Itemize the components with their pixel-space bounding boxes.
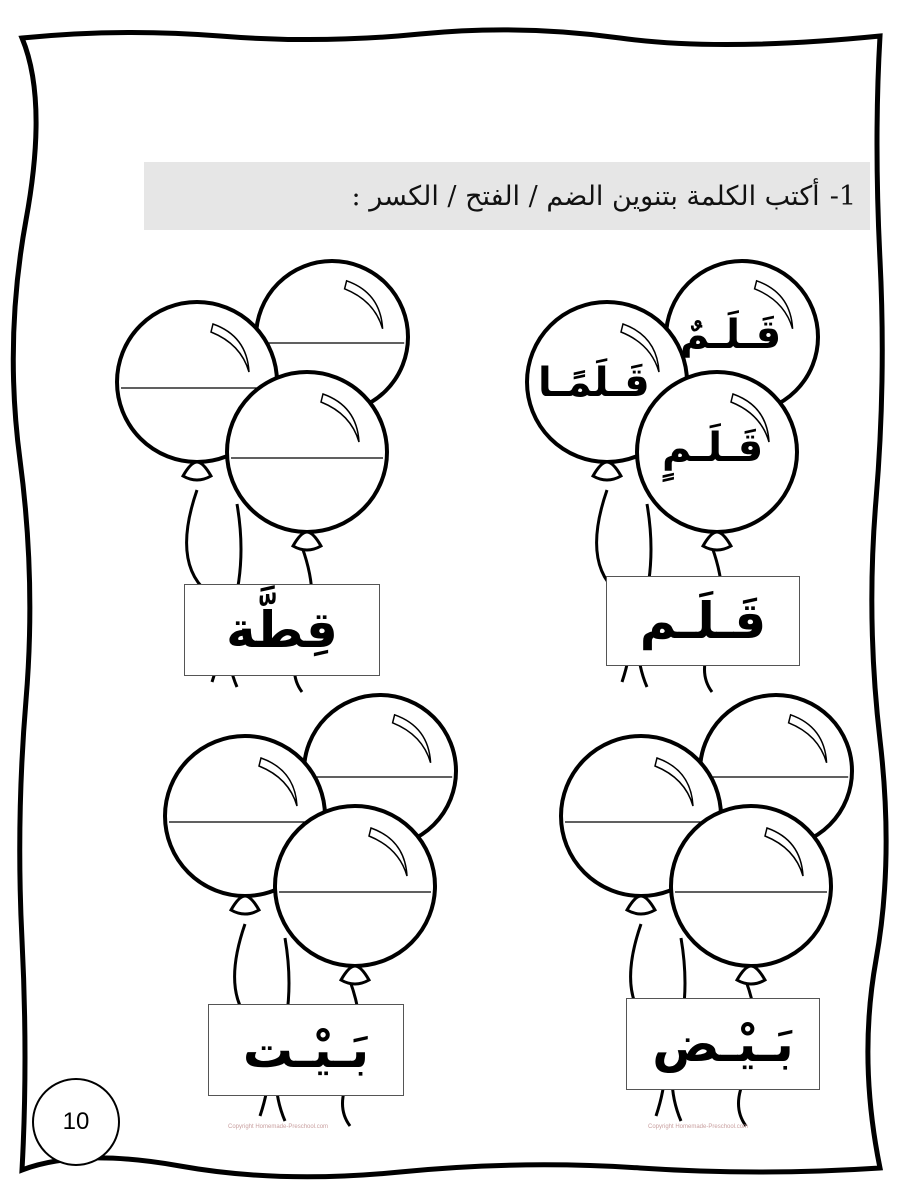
balloon-word-tanween-damma: قَـلَـمٌ	[680, 312, 782, 358]
word-box-4: بَـيْـت	[208, 1004, 404, 1096]
word-box-1: قَـلَـم	[606, 576, 800, 666]
copyright-notice-right: Copyright Homemade-Preschool.com	[648, 1124, 749, 1130]
balloon-front	[275, 806, 435, 984]
balloon-word-tanween-kasra: قَـلَـمٍ	[662, 425, 764, 471]
instruction-number: 1-	[829, 180, 856, 212]
page-number: 10	[32, 1078, 120, 1166]
balloons-layer	[117, 261, 852, 1126]
instruction-text: أكتب الكلمة بتنوين الضم / الفتح / الكسر :	[351, 180, 820, 212]
word-box-2: قِطَّة	[184, 584, 380, 676]
word-box-3: بَـيْـض	[626, 998, 820, 1090]
copyright-notice-left: Copyright Homemade-Preschool.com	[228, 1124, 329, 1130]
balloon-word-tanween-fatha: قَـلَمًـا	[538, 360, 650, 406]
instruction-bar	[144, 162, 870, 230]
balloon-front	[671, 806, 831, 984]
balloon-front	[227, 372, 387, 550]
